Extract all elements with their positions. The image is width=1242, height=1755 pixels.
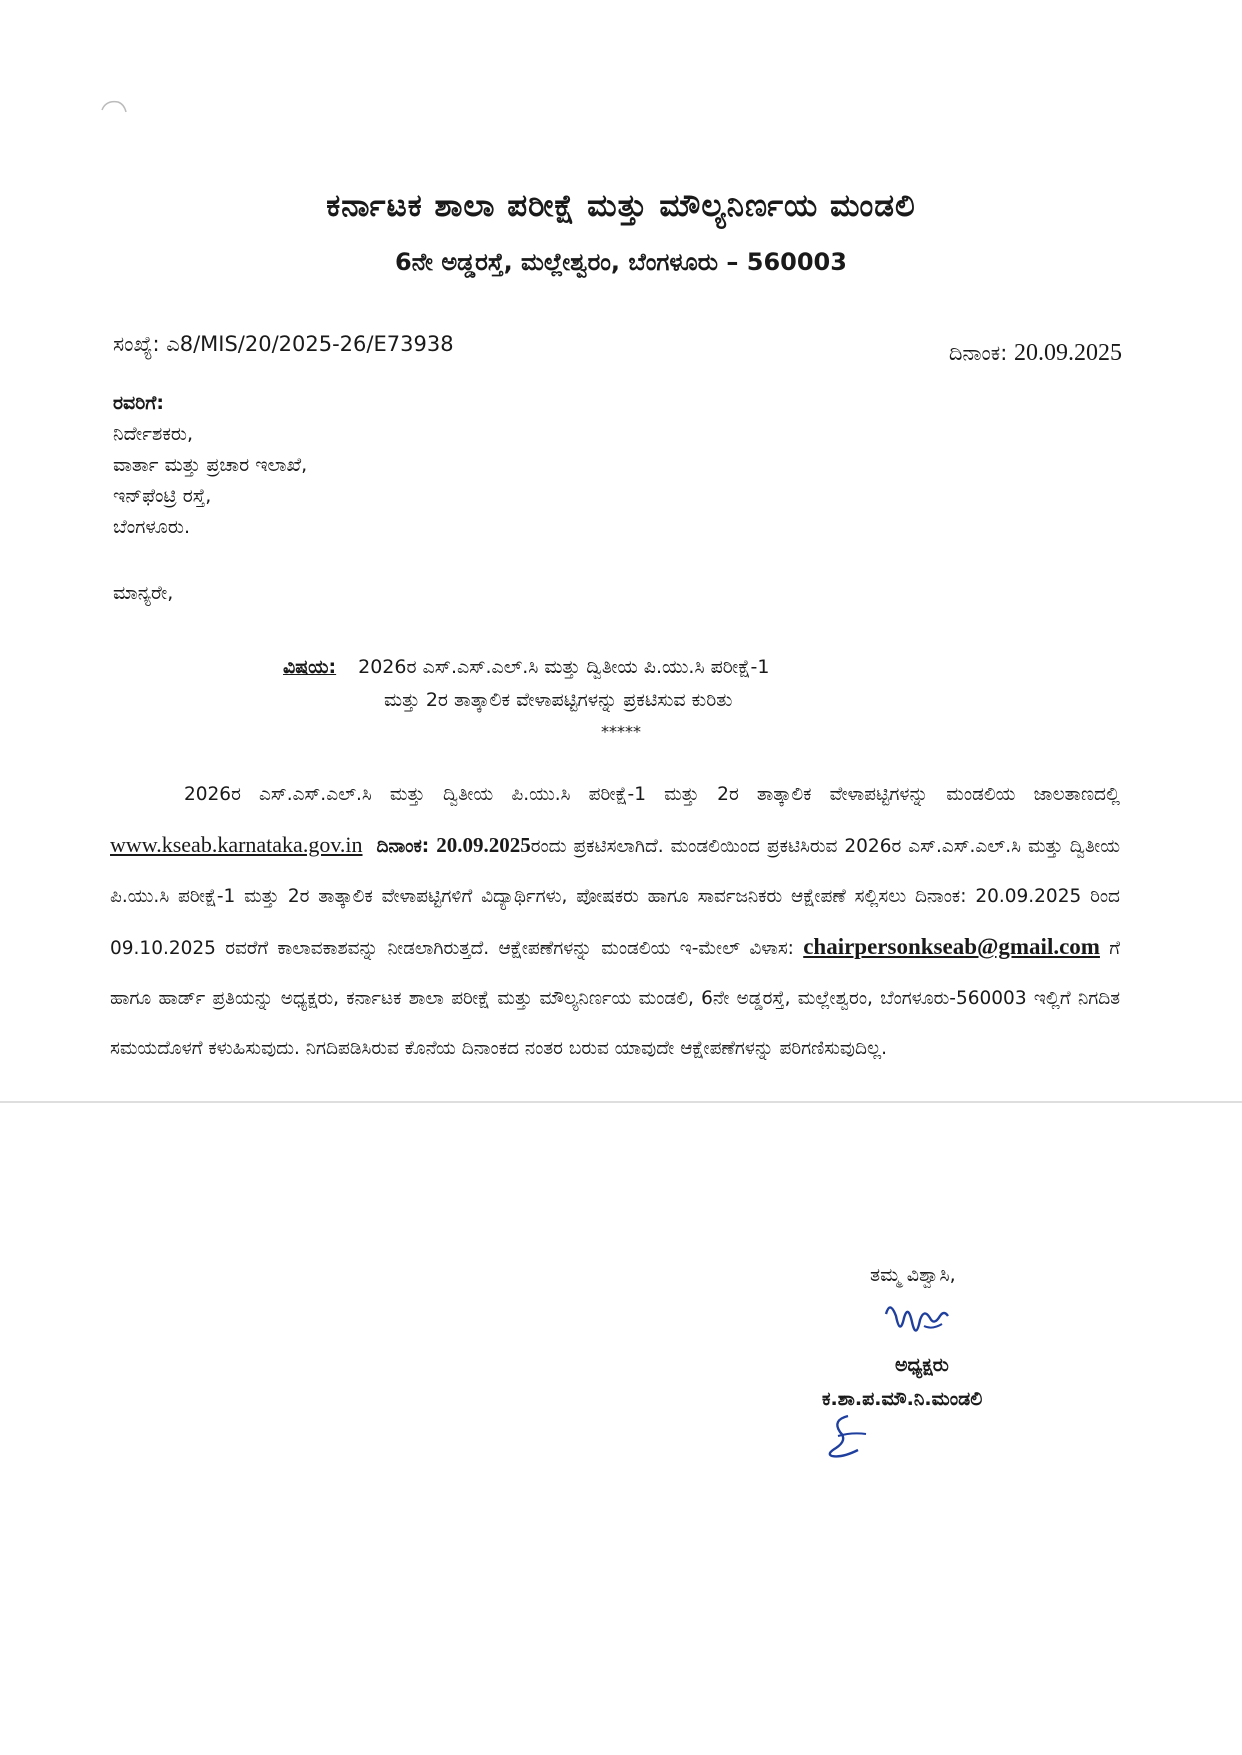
salutation: ಮಾನ್ಯರೇ, [113, 582, 174, 604]
body-date-label: ದಿನಾಂಕ: [376, 836, 430, 857]
subject-label: ವಿಷಯ: [283, 656, 337, 678]
closing-phrase: ತಮ್ಮ ವಿಶ್ವಾಸಿ, [870, 1264, 956, 1286]
subject-line-2: ಮತ್ತು 2ರ ತಾತ್ಕಾಲಿಕ ವೇಳಾಪಟ್ಟಿಗಳನ್ನು ಪ್ರಕಟಿಸುವ ಕುರಿತು [384, 689, 733, 711]
email-link[interactable]: chairpersonkseab@gmail.com [803, 934, 1100, 959]
addressee-block [113, 388, 307, 543]
board-address: 6ನೇ ಅಡ್ಡರಸ್ತೆ, ಮಲ್ಲೇಶ್ವರಂ, ಬೆಂಗಳೂರು – 560003 [395, 248, 847, 276]
body-date-value: 20.09.2025 [436, 833, 531, 857]
body-text-part-3: ಗೆ ಹಾಗೂ ಹಾರ್ಡ್ ಪ್ರತಿಯನ್ನು ಅಧ್ಯಕ್ಷರು, ಕರ್ನಾಟಕ ಶಾಲಾ ಪರೀಕ್ಷೆ ಮತ್ತು ಮೌಲ್ಯನಿರ್ಣಯ ಮಂಡಲಿ, 6ನೇ ಅಡ್ಡರಸ್ತೆ, ಮಲ್ಲೇಶ್ವರಂ, ಬೆಂಗಳೂರು-560003 ಇಲ್ಲಿಗೆ ನಿಗದಿತ ಸಮಯದೊಳಗೆ ಕಳುಹಿಸುವುದು. ನಿಗದಿಪಡಿಸಿರುವ ಕೊನೆಯ ದಿನಾಂಕದ ನಂತರ ಬರುವ ಯಾವುದೇ ಆಕ್ಷೇಪಣೆಗಳನ್ನು ಪರಿಗಣಿಸುವುದಿಲ್ಲ. [110, 938, 1120, 1059]
signature-image [880, 1296, 960, 1350]
subject-block [283, 651, 769, 717]
reference-number: ಸಂಖ್ಯೆ: ಎ8/MIS/20/2025-26/E73938 [113, 332, 454, 356]
scan-corner-mark [100, 96, 128, 124]
subject-line-1: 2026ರ ಎಸ್.ಎಸ್.ಎಲ್.ಸಿ ಮತ್ತು ದ್ವಿತೀಯ ಪಿ.ಯು.ಸಿ ಪರೀಕ್ಷೆ-1 [358, 656, 770, 678]
website-link[interactable]: www.kseab.karnataka.gov.in [110, 832, 363, 857]
body-paragraph [110, 770, 1120, 1074]
addressee-line: ಇನ್‌ಫೆಂಟ್ರಿ ರಸ್ತೆ, [113, 485, 212, 507]
letter-date [949, 340, 1122, 367]
date-label: ದಿನಾಂಕ: [948, 341, 1008, 365]
signatory-organization: ಕ.ಶಾ.ಪ.ಮೌ.ನಿ.ಮಂಡಲಿ [822, 1388, 983, 1410]
date-value: 20.09.2025 [1014, 340, 1122, 366]
addressee-line: ವಾರ್ತಾ ಮತ್ತು ಪ್ರಚಾರ ಇಲಾಖೆ, [113, 454, 308, 476]
scan-artifact-line [0, 1101, 1242, 1103]
body-text-part-1: 2026ರ ಎಸ್.ಎಸ್.ಎಲ್.ಸಿ ಮತ್ತು ದ್ವಿತೀಯ ಪಿ.ಯು.ಸಿ ಪರೀಕ್ಷೆ-1 ಮತ್ತು 2ರ ತಾತ್ಕಾಲಿಕ ವೇಳಾಪಟ್ಟಿಗಳನ್ನು ಮಂಡಲಿಯ ಜಾಲತಾಣದಲ್ಲಿ [184, 784, 1120, 805]
addressee-label: ರವರಿಗೆ: [113, 392, 164, 414]
initials-mark [818, 1410, 876, 1460]
subject-separator: ***** [601, 722, 641, 741]
board-name-heading: ಕರ್ನಾಟಕ ಶಾಲಾ ಪರೀಕ್ಷೆ ಮತ್ತು ಮೌಲ್ಯನಿರ್ಣಯ ಮಂಡಲಿ [326, 188, 916, 224]
addressee-line: ನಿರ್ದೇಶಕರು, [113, 423, 194, 445]
body-text-part-2: ರಂದು ಪ್ರಕಟಿಸಲಾಗಿದೆ. ಮಂಡಲಿಯಿಂದ ಪ್ರಕಟಿಸಿರುವ 2026ರ ಎಸ್.ಎಸ್.ಎಲ್.ಸಿ ಮತ್ತು ದ್ವಿತೀಯ ಪಿ.ಯು.ಸಿ ಪರೀಕ್ಷೆ-1 ಮತ್ತು 2ರ ತಾತ್ಕಾಲಿಕ ವೇಳಾಪಟ್ಟಿಗಳಿಗೆ ವಿದ್ಯಾರ್ಥಿಗಳು, ಪೋಷಕರು ಹಾಗೂ ಸಾರ್ವಜನಿಕರು ಆಕ್ಷೇಪಣೆ ಸಲ್ಲಿಸಲು ದಿನಾಂಕ: 20.09.2025 ರಿಂದ 09.10.2025 ರವರೆಗೆ ಕಾಲಾವಕಾಶವನ್ನು ನೀಡಲಾಗಿರುತ್ತದೆ. ಆಕ್ಷೇಪಣೆಗಳನ್ನು ಮಂಡಲಿಯ ಇ-ಮೇಲ್ ವಿಳಾಸ: [110, 836, 1121, 959]
signatory-title: ಅಧ್ಯಕ್ಷರು [895, 1354, 949, 1376]
addressee-line: ಬೆಂಗಳೂರು. [113, 516, 191, 538]
